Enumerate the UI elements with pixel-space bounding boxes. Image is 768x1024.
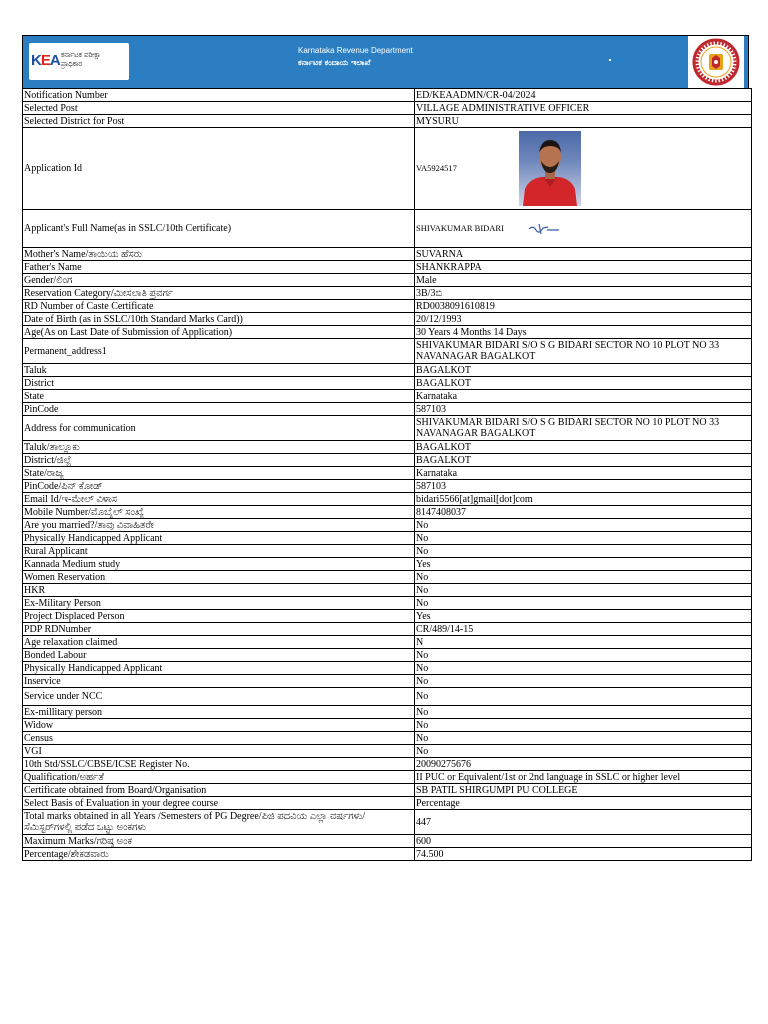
- table-row: [23, 506, 752, 519]
- row-value: BAGALKOT: [415, 441, 752, 454]
- row-value: No: [415, 745, 752, 758]
- row-label: Email Id/ಇ-ಮೇಲ್ ವಿಳಾಸ: [23, 493, 415, 506]
- row-label: Project Displaced Person: [23, 610, 415, 623]
- row-label: Selected Post: [23, 102, 415, 115]
- application-id-value: VA5924517: [416, 163, 457, 173]
- row-value: No: [415, 719, 752, 732]
- row-label: RD Number of Caste Certificate: [23, 300, 415, 313]
- kea-line-2: ಪ್ರಾಧಿಕಾರ: [61, 60, 83, 68]
- row-label: Taluk: [23, 364, 415, 377]
- table-row: [23, 454, 752, 467]
- row-value: II PUC or Equivalent/1st or 2nd language in SSLC or higher level: [415, 771, 752, 784]
- table-row: [23, 467, 752, 480]
- row-value: No: [415, 519, 752, 532]
- kea-logo: [29, 43, 129, 80]
- kea-line-1: ಕರ್ನಾಟಕ ಪರೀಕ್ಷಾ: [61, 51, 101, 59]
- table-row: [23, 480, 752, 493]
- row-value: No: [415, 571, 752, 584]
- table-row: [23, 732, 752, 745]
- table-row: [23, 810, 752, 835]
- table-row: [23, 287, 752, 300]
- row-label: 10th Std/SSLC/CBSE/ICSE Register No.: [23, 758, 415, 771]
- row-value: Karnataka: [415, 467, 752, 480]
- row-value: No: [415, 545, 752, 558]
- row-value: No: [415, 675, 752, 688]
- table-row: [23, 848, 752, 861]
- row-value: Karnataka: [415, 390, 752, 403]
- application-form: [22, 35, 749, 861]
- row-label: Maximum Marks/ಗರಿಷ್ಠ ಅಂಕ: [23, 835, 415, 848]
- department-name: [298, 45, 413, 69]
- row-value: MYSURU: [415, 115, 752, 128]
- row-value: RD0038091610819: [415, 300, 752, 313]
- row-label: Selected District for Post: [23, 115, 415, 128]
- table-row: [23, 719, 752, 732]
- row-value: 600: [415, 835, 752, 848]
- row-label: Service under NCC: [23, 688, 415, 706]
- row-label: Census: [23, 732, 415, 745]
- table-row: [23, 274, 752, 287]
- application-id-label: Application Id: [23, 128, 415, 210]
- table-row: [23, 532, 752, 545]
- row-label: District/ಜಿಲ್ಲೆ: [23, 454, 415, 467]
- signature-icon: [527, 223, 561, 235]
- row-label: District: [23, 377, 415, 390]
- row-value: SHIVAKUMAR BIDARI S/O S G BIDARI SECTOR NO 10 PLOT NO 33 NAVANAGAR BAGALKOT: [415, 416, 752, 441]
- row-label: PinCode/ಪಿನ್ ಕೋಡ್: [23, 480, 415, 493]
- row-value: N: [415, 636, 752, 649]
- table-row: [23, 797, 752, 810]
- row-value: 587103: [415, 480, 752, 493]
- table-row: [23, 784, 752, 797]
- row-value: VILLAGE ADMINISTRATIVE OFFICER: [415, 102, 752, 115]
- row-value: No: [415, 662, 752, 675]
- row-label: Mother's Name/ತಾಯಿಯ ಹೆಸರು: [23, 248, 415, 261]
- table-row: [23, 339, 752, 364]
- row-value: No: [415, 732, 752, 745]
- table-row: [23, 493, 752, 506]
- department-name-en: Karnataka Revenue Department: [298, 46, 413, 55]
- row-label: Ex-millitary person: [23, 706, 415, 719]
- table-row: [23, 261, 752, 274]
- table-row: [23, 835, 752, 848]
- table-row: [23, 584, 752, 597]
- table-row: [23, 441, 752, 454]
- row-value: 30 Years 4 Months 14 Days: [415, 326, 752, 339]
- row-value: 3B/3ಬಿ: [415, 287, 752, 300]
- table-row: [23, 300, 752, 313]
- row-value: Male: [415, 274, 752, 287]
- table-row: [23, 571, 752, 584]
- row-label: Taluk/ತಾಲ್ಲೂಕು: [23, 441, 415, 454]
- table-row: [23, 597, 752, 610]
- table-row: [23, 745, 752, 758]
- person-icon: [519, 131, 581, 206]
- header-banner: [22, 35, 749, 88]
- row-label: Total marks obtained in all Years /Semesters of PG Degree/ಪಿಜಿ ಪದವಿಯ ಎಲ್ಲಾ ವರ್ಷಗಳು/ಸೆಮಿಸ್ಟರ್‌ಗಳಲ್ಲಿ ಪಡೆದ ಒಟ್ಟು ಅಂಕಗಳು: [23, 810, 415, 835]
- row-label: Address for communication: [23, 416, 415, 441]
- row-label: State/ರಾಜ್ಯ: [23, 467, 415, 480]
- row-value: BAGALKOT: [415, 454, 752, 467]
- table-row: [23, 649, 752, 662]
- row-label: Rural Applicant: [23, 545, 415, 558]
- table-row-application-id: [23, 128, 752, 210]
- table-row: [23, 248, 752, 261]
- row-label: Kannada Medium study: [23, 558, 415, 571]
- table-row: [23, 662, 752, 675]
- table-row: [23, 115, 752, 128]
- table-row: [23, 390, 752, 403]
- row-value: No: [415, 584, 752, 597]
- table-row: [23, 675, 752, 688]
- row-value: 20090275676: [415, 758, 752, 771]
- row-label: Ex-Military Person: [23, 597, 415, 610]
- row-label: Age relaxation claimed: [23, 636, 415, 649]
- applicant-photo: [519, 131, 581, 206]
- table-row: [23, 102, 752, 115]
- row-label: Reservation Category/ಮೀಸಲಾತಿ ಪ್ರವರ್ಗ: [23, 287, 415, 300]
- row-value: 587103: [415, 403, 752, 416]
- row-label: Notification Number: [23, 89, 415, 102]
- row-label: Select Basis of Evaluation in your degree course: [23, 797, 415, 810]
- row-value: No: [415, 688, 752, 706]
- applicant-name-label: Applicant's Full Name(as in SSLC/10th Certificate): [23, 210, 415, 248]
- table-row: [23, 519, 752, 532]
- row-label: Bonded Labour: [23, 649, 415, 662]
- applicant-name-value: SHIVAKUMAR BIDARI: [416, 223, 504, 233]
- row-value: 74.500: [415, 848, 752, 861]
- row-value: Yes: [415, 610, 752, 623]
- government-seal: [688, 36, 744, 88]
- row-label: Gender/ಲಿಂಗ: [23, 274, 415, 287]
- table-row: [23, 313, 752, 326]
- row-value: Yes: [415, 558, 752, 571]
- table-row: [23, 623, 752, 636]
- row-value: BAGALKOT: [415, 364, 752, 377]
- table-row: [23, 758, 752, 771]
- department-name-kn: ಕರ್ನಾಟಕ ಕಂದಾಯ ಇಲಾಖೆ: [298, 58, 371, 67]
- row-value: No: [415, 532, 752, 545]
- row-label: VGI: [23, 745, 415, 758]
- table-row: [23, 558, 752, 571]
- row-value: 447: [415, 810, 752, 835]
- table-row: [23, 706, 752, 719]
- table-row: [23, 610, 752, 623]
- row-value: 20/12/1993: [415, 313, 752, 326]
- row-value: BAGALKOT: [415, 377, 752, 390]
- row-value: No: [415, 649, 752, 662]
- table-row: [23, 545, 752, 558]
- row-value: Percentage: [415, 797, 752, 810]
- row-label: Women Reservation: [23, 571, 415, 584]
- karnataka-emblem-icon: [692, 38, 740, 86]
- row-label: Qualification/ಅರ್ಹತೆ: [23, 771, 415, 784]
- table-row-applicant-name: [23, 210, 752, 248]
- row-label: Date of Birth (as in SSLC/10th Standard Marks Card)): [23, 313, 415, 326]
- row-label: PDP RDNumber: [23, 623, 415, 636]
- row-label: HKR: [23, 584, 415, 597]
- details-table: [22, 88, 752, 861]
- row-label: Father's Name: [23, 261, 415, 274]
- table-row: [23, 377, 752, 390]
- table-row: [23, 326, 752, 339]
- table-row: [23, 636, 752, 649]
- table-row: [23, 688, 752, 706]
- table-row: [23, 416, 752, 441]
- kea-logo-mark: KEA: [31, 52, 60, 69]
- row-value: ED/KEAADMN/CR-04/2024: [415, 89, 752, 102]
- row-value: SUVARNA: [415, 248, 752, 261]
- row-label: PinCode: [23, 403, 415, 416]
- table-row: [23, 403, 752, 416]
- row-label: Physically Handicapped Applicant: [23, 532, 415, 545]
- row-label: State: [23, 390, 415, 403]
- row-label: Physically Handicapped Applicant: [23, 662, 415, 675]
- row-label: Certificate obtained from Board/Organisation: [23, 784, 415, 797]
- row-label: Are you married?/ತಾವು ವಿವಾಹಿತರೇ: [23, 519, 415, 532]
- row-label: Widow: [23, 719, 415, 732]
- row-value: SHANKRAPPA: [415, 261, 752, 274]
- table-row: [23, 771, 752, 784]
- row-value: bidari5566[at]gmail[dot]com: [415, 493, 752, 506]
- row-label: Permanent_address1: [23, 339, 415, 364]
- row-value: SB PATIL SHIRGUMPI PU COLLEGE: [415, 784, 752, 797]
- row-value: 8147408037: [415, 506, 752, 519]
- table-row: [23, 89, 752, 102]
- table-row: [23, 364, 752, 377]
- row-value: CR/489/14-15: [415, 623, 752, 636]
- row-label: Age(As on Last Date of Submission of Application): [23, 326, 415, 339]
- row-label: Mobile Number/ಮೊಬೈಲ್ ಸಂಖ್ಯೆ: [23, 506, 415, 519]
- row-value: SHIVAKUMAR BIDARI S/O S G BIDARI SECTOR NO 10 PLOT NO 33 NAVANAGAR BAGALKOT: [415, 339, 752, 364]
- row-label: Inservice: [23, 675, 415, 688]
- row-value: No: [415, 706, 752, 719]
- row-label: Percentage/ಶೇಕಡವಾರು: [23, 848, 415, 861]
- row-value: No: [415, 597, 752, 610]
